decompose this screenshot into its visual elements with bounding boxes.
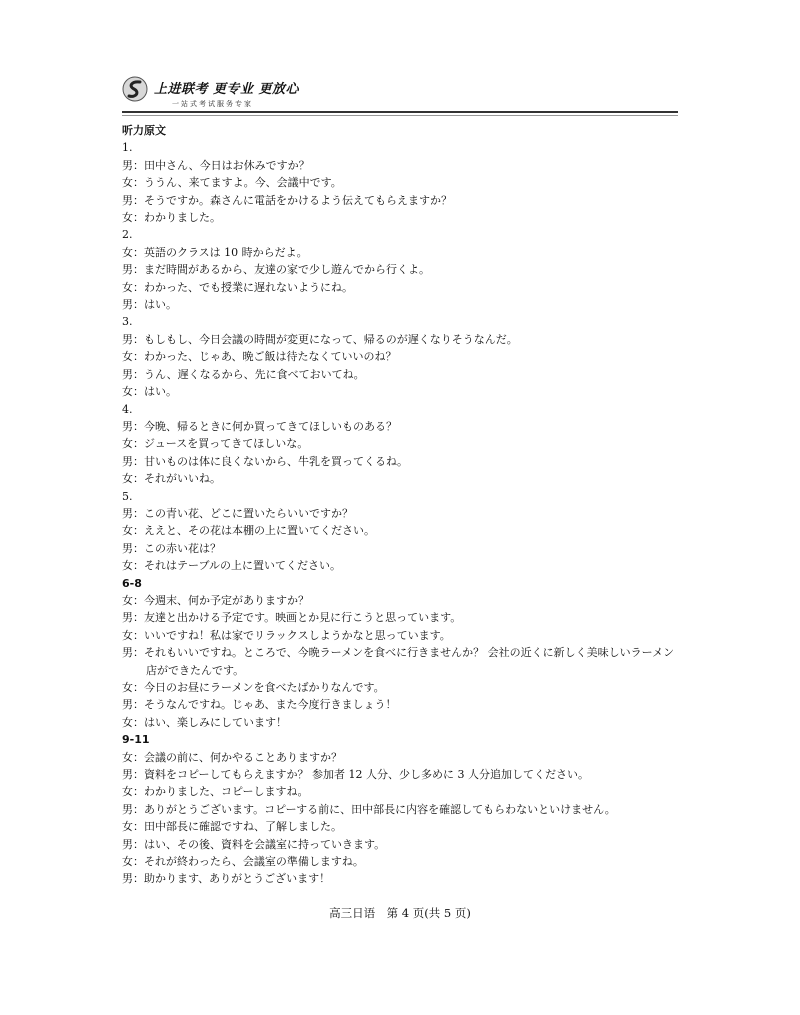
dialogue-line: 女：会議の前に、何かやることありますか？ [122,750,342,764]
dialogue-line: 男：はい。 [122,298,177,312]
header-divider [122,111,678,113]
dialogue-line: 女：ジュースを買ってきてほしいな。 [122,437,309,451]
brand-tagline: 一站式考试服务专家 [172,100,253,108]
dialogue-line: 男：今晩、帰るときに何か買ってきてほしいものある？ [122,419,397,433]
dialogue-line: 女：わかった、じゃあ、晩ご飯は待たなくていいのね？ [122,350,397,364]
dialogue-line: 女：ええと、その花は本棚の上に置いてください。 [122,524,375,538]
dialogue-line: 女：それがいいね。 [122,472,221,486]
dialogue-line: 男：この青い花、どこに置いたらいいですか？ [122,506,353,520]
dialogue-line: 女：今週末、何か予定がありますか？ [122,593,309,607]
dialogue-line: 男：甘いものは体に良くないから、牛乳を買ってくるね。 [122,454,408,468]
page-header [122,72,678,116]
dialogue-line: 女：田中部長に確認ですね、了解しました。 [122,820,342,834]
dialogue-line: 女：いいですね！私は家でリラックスしようかなと思っています。 [122,628,451,642]
dialogue-line: 女：わかりました。 [122,211,221,225]
page-footer: 高三日语 第 4 页(共 5 页) [329,906,471,920]
dialogue-line: 女：ううん、来てますよ。今、会議中です。 [122,176,342,190]
question-number: 3. [122,315,133,329]
dialogue-line: 女：それはテーブルの上に置いてください。 [122,559,342,573]
question-number: 9-11 [122,733,150,747]
dialogue-line: 女：はい。 [122,385,177,399]
dialogue-line: 男：まだ時間があるから、友達の家で少し遊んでから行くよ。 [122,263,430,277]
dialogue-line: 男：もしもし、今日会議の時間が変更になって、帰るのが遅くなりそうなんだ。 [122,332,518,346]
logo-icon [122,76,148,102]
dialogue-line: 男：そうですか。森さんに電話をかけるよう伝えてもらえますか？ [122,193,452,207]
dialogue-line: 女：今日のお昼にラーメンを食べたばかりなんです。 [122,681,385,694]
dialogue-line: 男：友達と出かける予定です。映画とか見に行こうと思っています。 [122,611,462,625]
dialogue-line: 女：わかりました、コピーしますね。 [122,785,309,799]
dialogue-line: 男：田中さん、今日はお休みですか？ [122,158,310,172]
dialogue-line: 男：助かります、ありがとうございます！ [122,872,331,886]
brand-slogan: 上进联考 更专业 更放心 [154,82,300,97]
dialogue-line: 女：それが終わったら、会議室の準備しますね。 [122,855,364,869]
transcript-body [122,122,682,888]
dialogue-line: 女：わかった、でも授業に遅れないようにね。 [122,280,353,294]
dialogue-line: 男：ありがとうございます。コピーする前に、田中部長に内容を確認してもらわないといけません。 [122,802,616,816]
dialogue-line: 男：そうなんですね。じゃあ、また今度行きましょう！ [122,698,397,712]
section-title: 听力原文 [122,124,166,137]
question-number: 2. [122,228,133,242]
question-number: 5. [122,489,133,503]
dialogue-line: 男：この赤い花は？ [122,541,221,555]
dialogue-line: 女：英語のクラスは 10 時からだよ。 [122,245,308,259]
dialogue-line: 男：うん、遅くなるから、先に食べておいてね。 [122,367,365,381]
header-divider-thin [122,115,678,116]
dialogue-line: 男：はい、その後、資料を会議室に持っていきます。 [122,837,386,851]
dialogue-line: 女：はい、楽しみにしています！ [122,715,287,729]
question-number: 1. [122,141,133,155]
question-number: 4. [122,402,133,416]
question-number: 6-8 [122,576,142,590]
dialogue-line: 男：それもいいですね。ところで、今晩ラーメンを食べに行きませんか？ 会社の近くに新しく美味しいラーメン店ができたんです。 [122,646,675,677]
dialogue-line: 男：資料をコピーしてもらえますか？ 参加者 12 人分、少し多めに 3 人分追加してください。 [122,768,590,782]
